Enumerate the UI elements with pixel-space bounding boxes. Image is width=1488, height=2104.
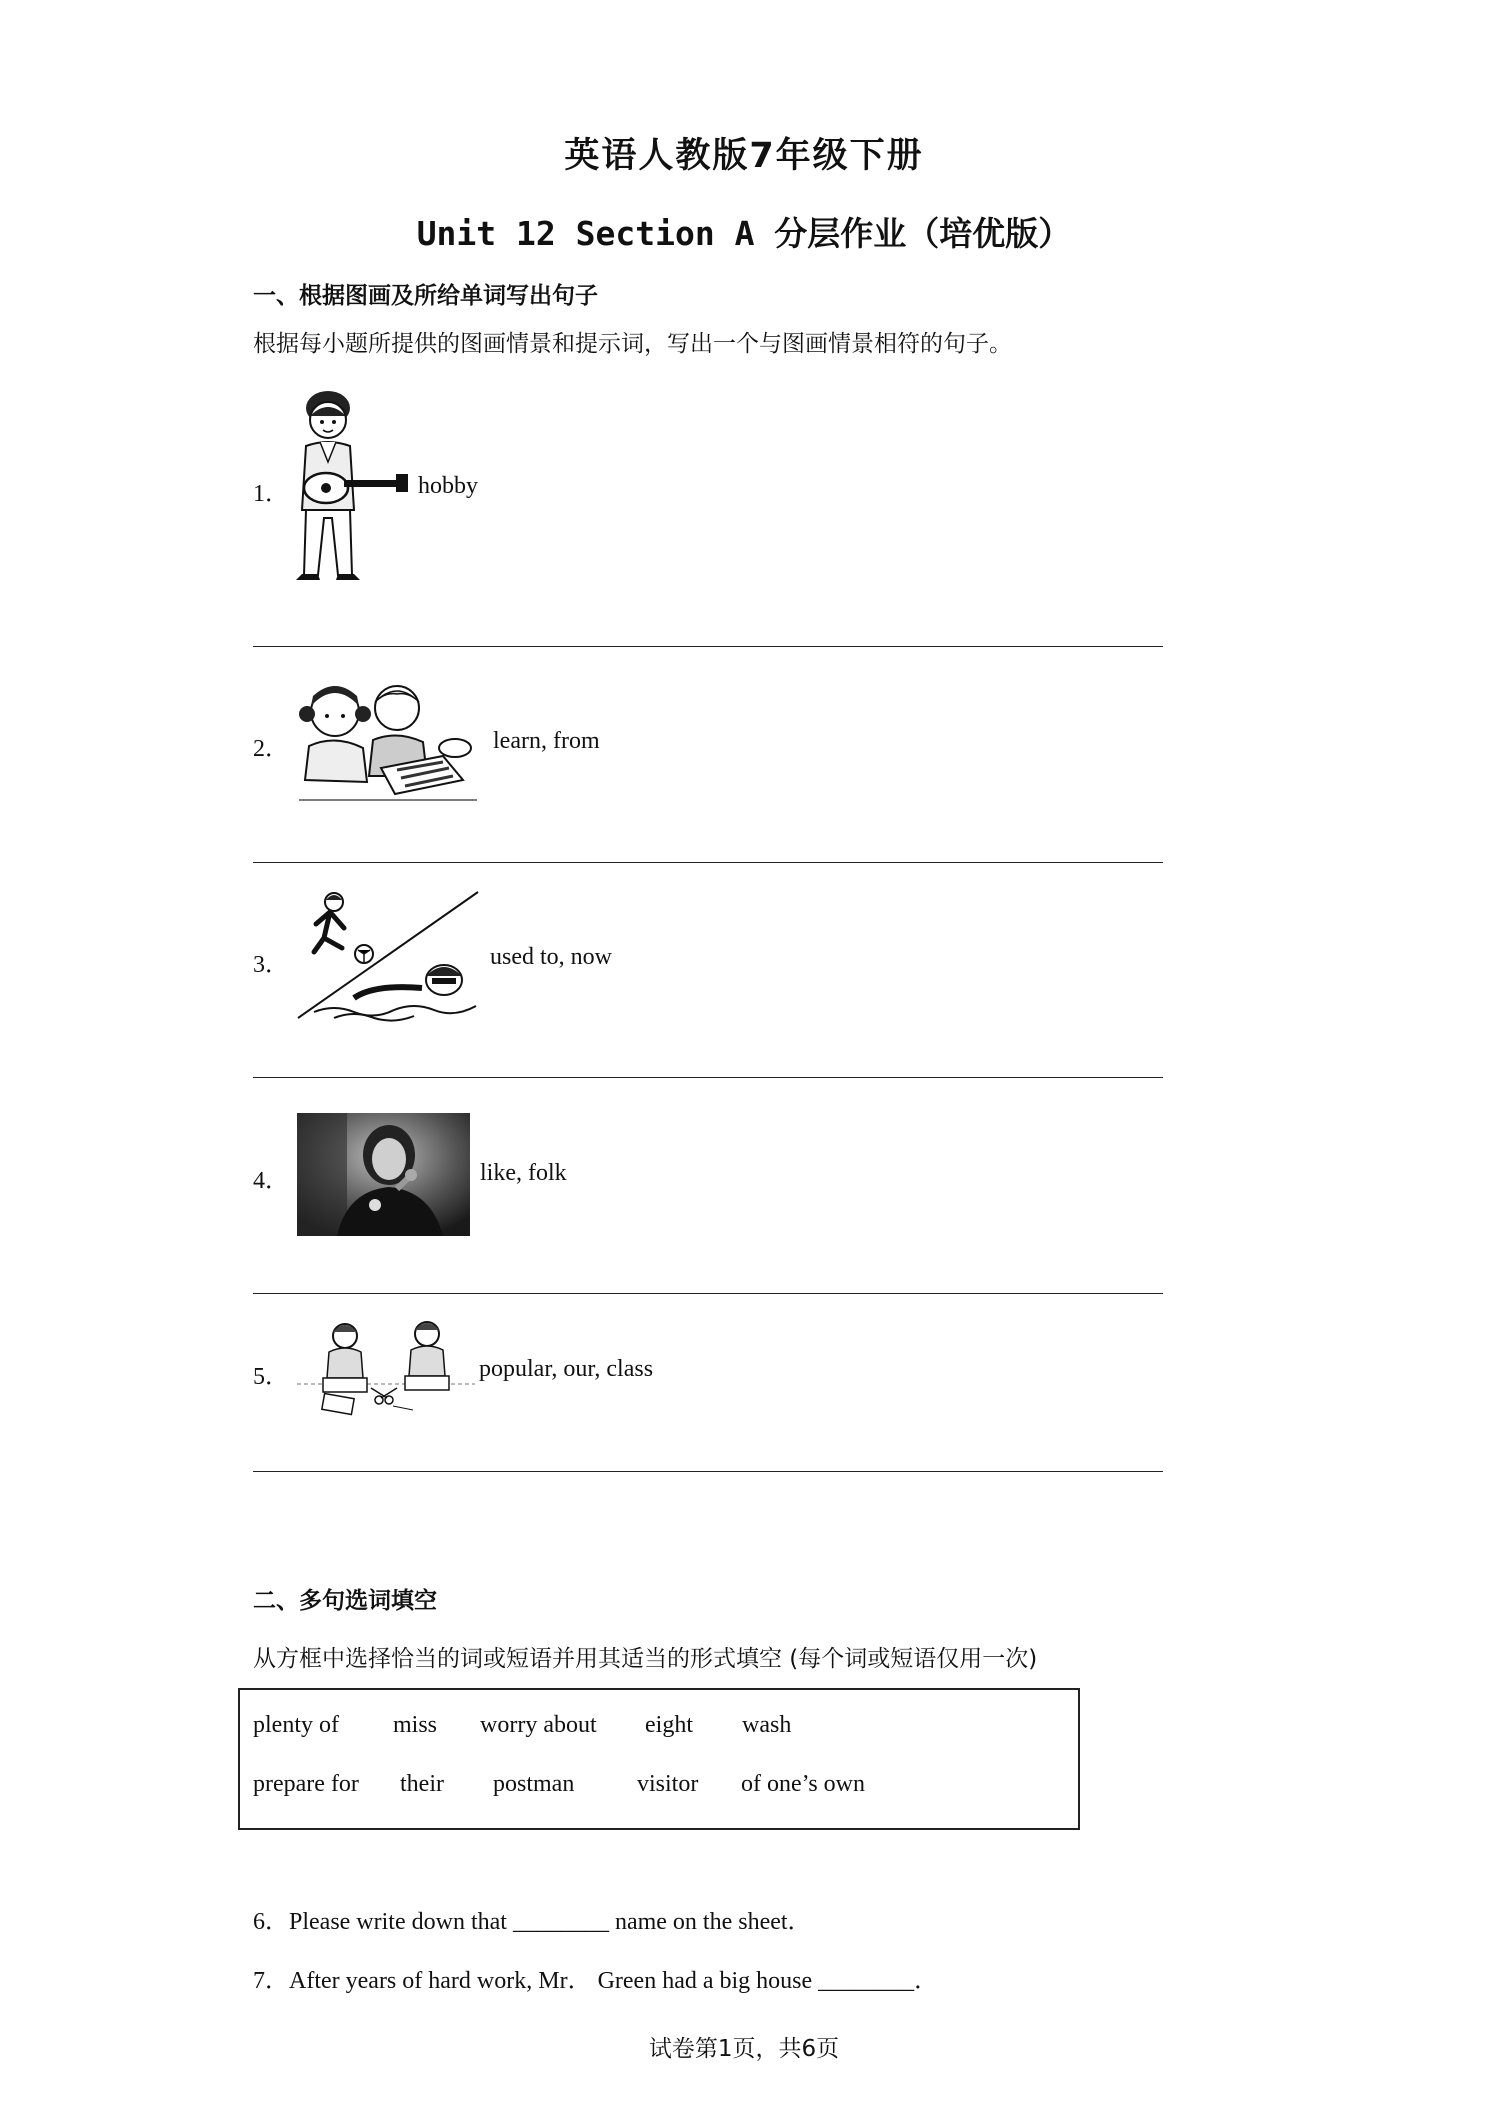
answer-line[interactable] bbox=[253, 646, 1163, 647]
document-subtitle: Unit 12 Section A 分层作业（培优版） bbox=[416, 214, 1072, 253]
word-bank-item: eight bbox=[645, 1712, 693, 1738]
section1-heading: 一、根据图画及所给单词写出句子 bbox=[253, 283, 598, 309]
word-bank-box bbox=[238, 1688, 1080, 1830]
football-then-swimming-illustration bbox=[294, 888, 482, 1022]
answer-line[interactable] bbox=[253, 1077, 1163, 1078]
singer-photo bbox=[297, 1113, 470, 1236]
question-hint: learn, from bbox=[493, 728, 600, 754]
page-footer: 试卷第1页，共6页 bbox=[648, 2036, 840, 2062]
section2-heading: 二、多句选词填空 bbox=[253, 1588, 437, 1614]
kids-paper-cutting-illustration bbox=[293, 1318, 479, 1422]
fill-in-sentence[interactable]: 7．After years of hard work, Mr． Green had a big house ________． bbox=[253, 1968, 939, 1994]
word-bank-item: wash bbox=[742, 1712, 792, 1738]
answer-line[interactable] bbox=[253, 1293, 1163, 1294]
word-bank-item: their bbox=[400, 1771, 444, 1797]
answer-line[interactable] bbox=[253, 1471, 1163, 1472]
question-hint: hobby bbox=[418, 473, 478, 499]
question-number: 4． bbox=[253, 1168, 289, 1194]
answer-line[interactable] bbox=[253, 862, 1163, 863]
document-title: 英语人教版7年级下册 bbox=[564, 136, 924, 176]
question-hint: like, folk bbox=[480, 1160, 567, 1186]
question-number: 3． bbox=[253, 952, 289, 978]
section1-instruction: 根据每小题所提供的图画情景和提示词，写出一个与图画情景相符的句子。 bbox=[253, 331, 1012, 357]
section2-instruction: 从方框中选择恰当的词或短语并用其适当的形式填空 (每个词或短语仅用一次) bbox=[253, 1646, 1038, 1672]
two-kids-reading-illustration bbox=[293, 676, 483, 810]
word-bank-item: visitor bbox=[637, 1771, 699, 1797]
word-bank-item: prepare for bbox=[253, 1771, 359, 1797]
word-bank-item: worry about bbox=[480, 1712, 597, 1738]
question-hint: used to, now bbox=[490, 944, 612, 970]
fill-in-sentence[interactable]: 6．Please write down that ________ name on the sheet． bbox=[253, 1909, 812, 1935]
question-number: 5． bbox=[253, 1364, 289, 1390]
question-number: 2． bbox=[253, 736, 289, 762]
boy-playing-guitar-illustration bbox=[288, 390, 413, 588]
question-number: 1． bbox=[253, 481, 289, 507]
question-hint: popular, our, class bbox=[479, 1356, 654, 1382]
word-bank-item: of one’s own bbox=[741, 1771, 865, 1797]
word-bank-item: plenty of bbox=[253, 1712, 339, 1738]
word-bank-item: miss bbox=[393, 1712, 438, 1738]
word-bank-item: postman bbox=[493, 1771, 575, 1797]
